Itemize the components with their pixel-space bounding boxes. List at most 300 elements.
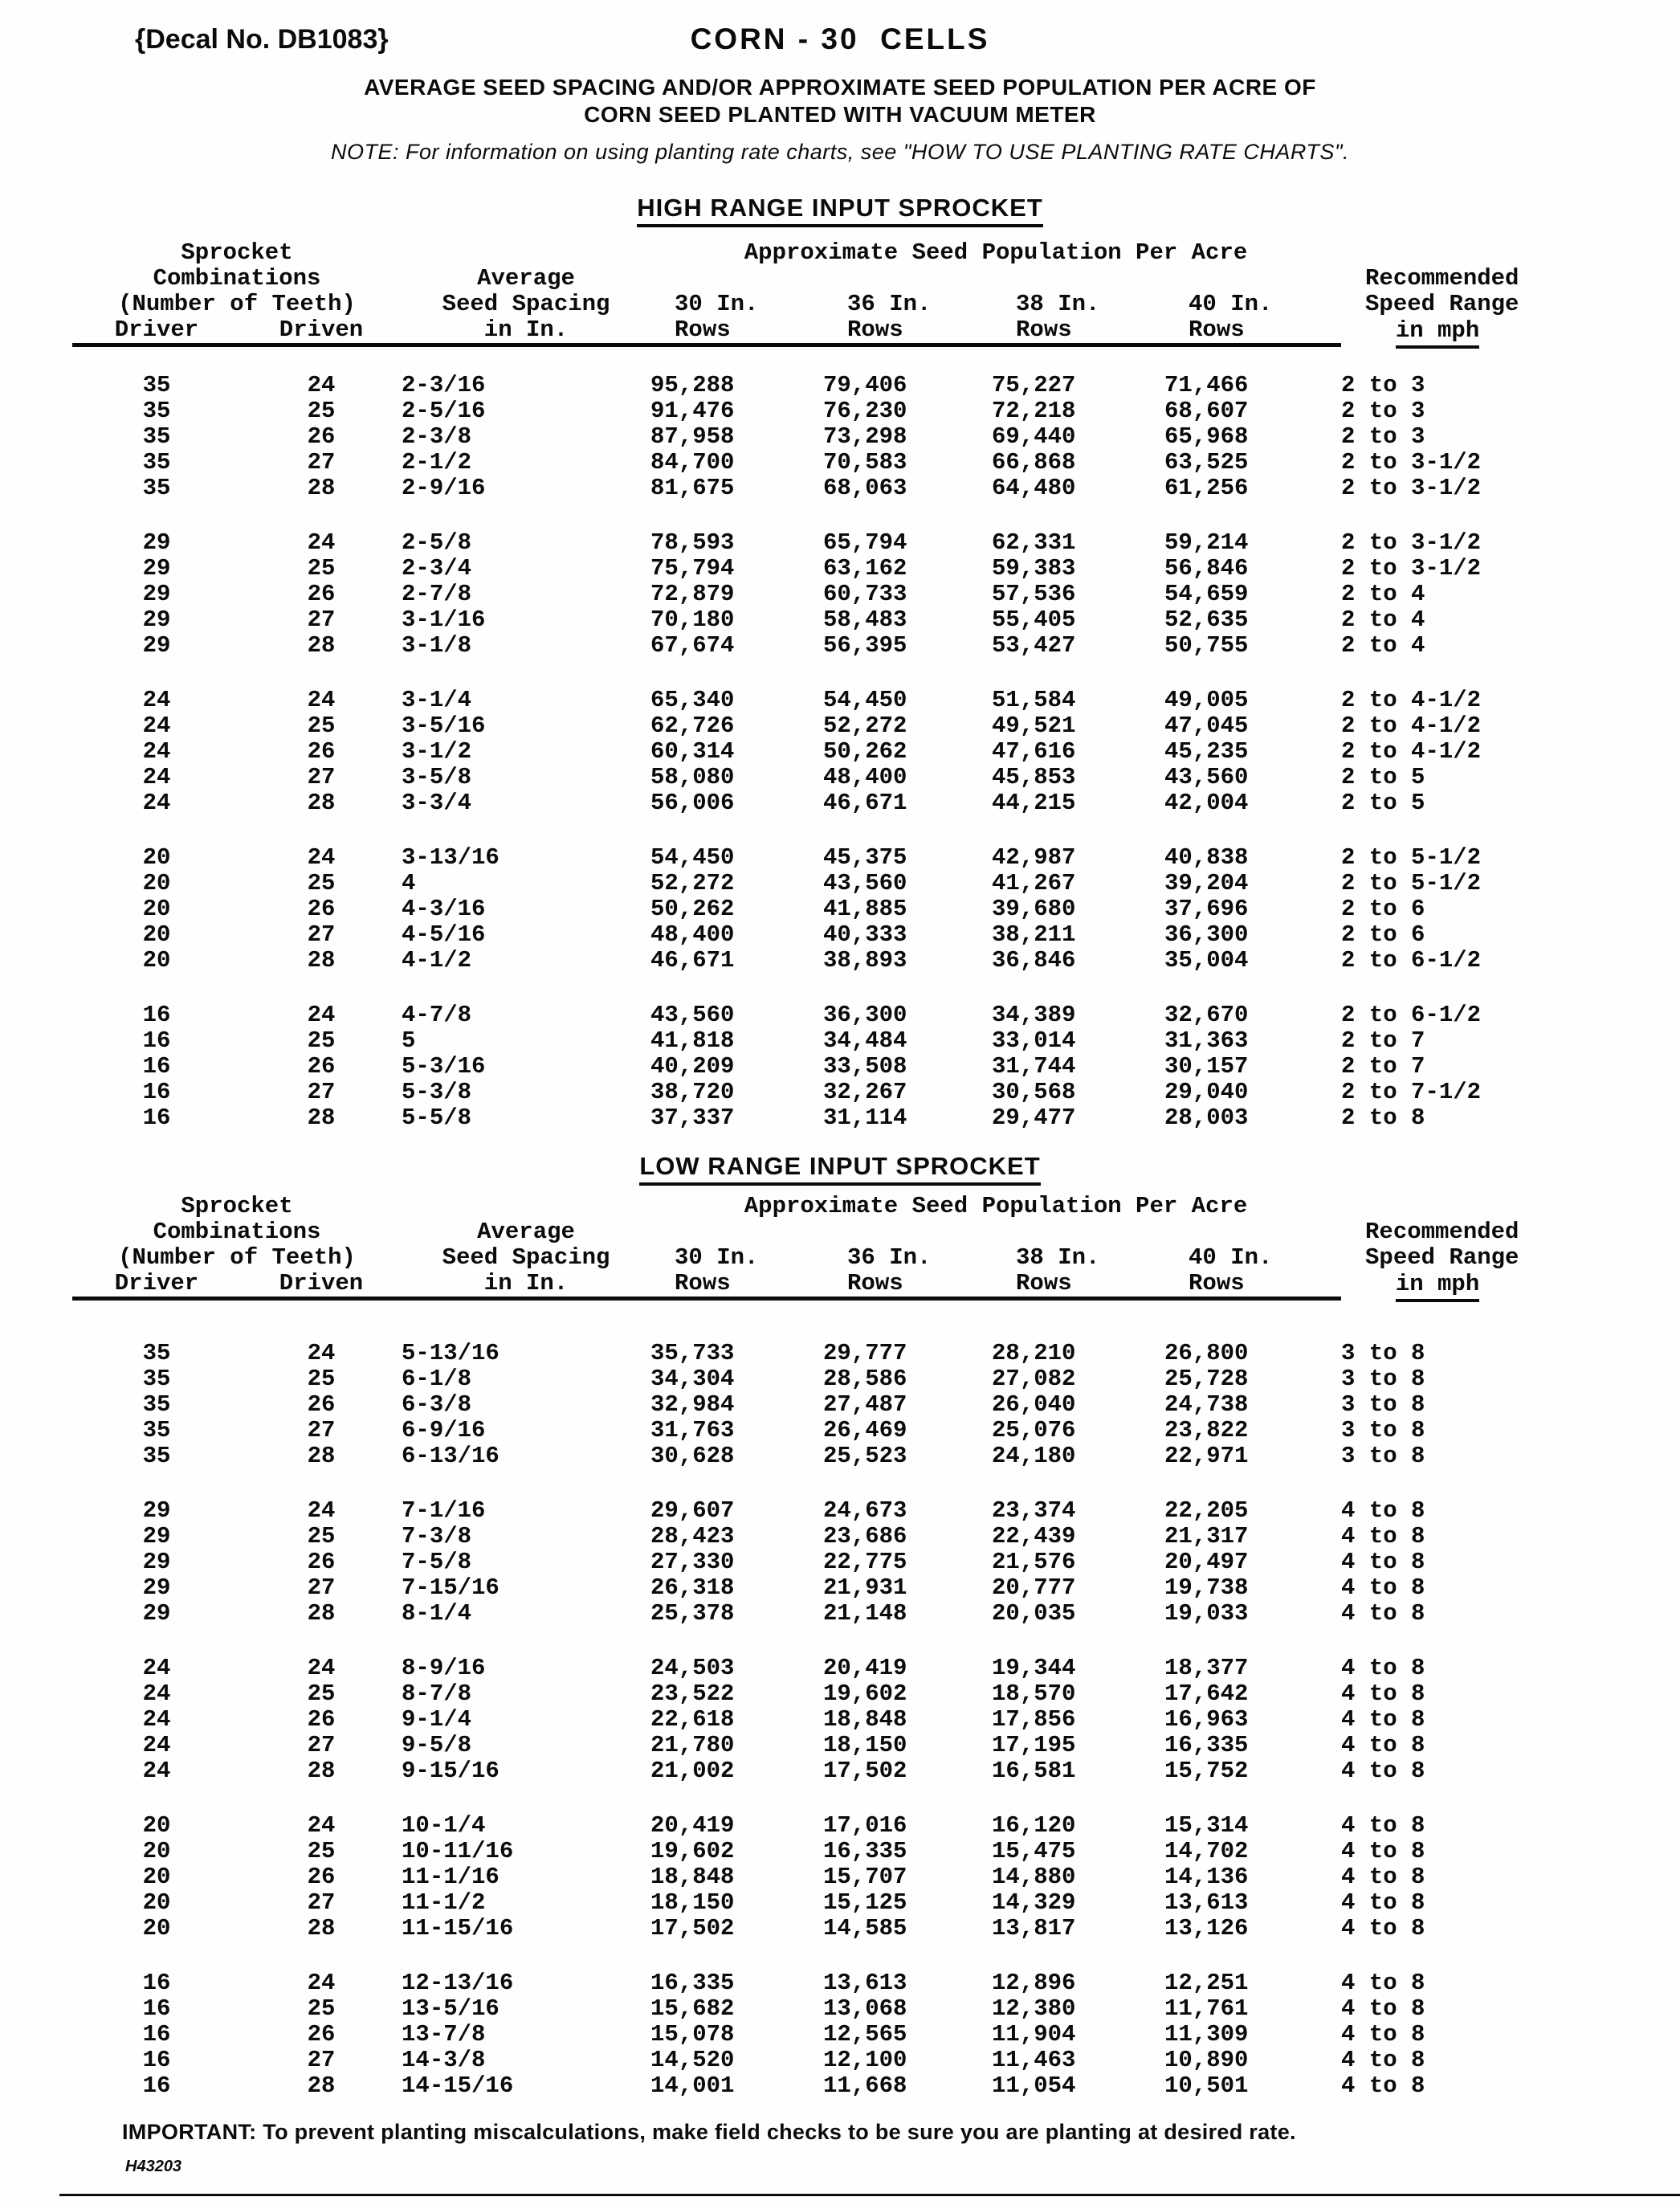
col-header-in-mph (1341, 1271, 1534, 1299)
driver-teeth: 16 (142, 1105, 171, 1131)
pop-30in-rows: 52,272 (650, 870, 735, 896)
pop-38in-rows: 17,856 (992, 1705, 1076, 1733)
seed-spacing: 4-7/8 (402, 1002, 472, 1028)
pop-38in-rows: 14,329 (992, 1889, 1076, 1916)
driver-teeth: 24 (142, 1757, 171, 1784)
driver-teeth: 35 (142, 449, 171, 476)
seed-spacing: 3-13/16 (402, 844, 500, 871)
seed-spacing: 5-3/16 (402, 1053, 486, 1080)
pop-38in-rows: 30,568 (992, 1079, 1076, 1105)
table-row (72, 1080, 1534, 1105)
section-title-low-range-text: LOW RANGE INPUT SPROCKET (639, 1152, 1040, 1186)
pop-30in-rows: 35,733 (650, 1339, 735, 1366)
col-header-in-mph-text: in mph (1396, 1271, 1479, 1302)
col-header-driver: Driver (72, 1271, 241, 1299)
table-row (72, 1418, 1534, 1444)
driver-teeth: 35 (142, 1365, 171, 1392)
speed-range: 4 to 8 (1341, 2020, 1425, 2048)
high-range-table (72, 240, 1534, 1131)
col-header-recommended: Recommended (1365, 1219, 1519, 1245)
driven-teeth: 25 (307, 1522, 336, 1550)
form-number: H43203 (125, 2157, 182, 2175)
driver-teeth: 24 (142, 790, 171, 816)
seed-spacing: 6-9/16 (402, 1416, 486, 1444)
driver-teeth: 20 (142, 947, 171, 974)
pop-40in-rows: 32,670 (1164, 1002, 1249, 1028)
pop-40in-rows: 42,004 (1164, 790, 1249, 816)
col-header-seed-spacing: Seed Spacing (442, 1244, 610, 1271)
driver-teeth: 35 (142, 475, 171, 501)
col-header-36in: 36 In. (847, 1244, 932, 1271)
group-spacer (72, 1299, 1534, 1341)
pop-40in-rows: 10,890 (1164, 2046, 1249, 2073)
col-header-speed-range: Speed Range (1365, 291, 1519, 317)
pop-40in-rows: 36,300 (1164, 921, 1249, 948)
pop-36in-rows: 68,063 (823, 475, 907, 501)
table-row (72, 2048, 1534, 2073)
seed-spacing: 2-3/8 (402, 423, 472, 450)
spacer-cell (72, 1299, 1534, 1341)
driver-teeth: 16 (142, 1002, 171, 1028)
table-row (72, 633, 1534, 659)
pop-36in-rows: 32,267 (823, 1079, 907, 1105)
seed-spacing: 2-5/16 (402, 398, 486, 424)
group-spacer (72, 659, 1534, 688)
pop-38in-rows: 59,383 (992, 555, 1076, 582)
pop-36in-rows: 11,668 (823, 2072, 907, 2099)
speed-range: 2 to 7 (1341, 1027, 1425, 1054)
seed-spacing: 2-3/16 (402, 372, 486, 398)
driven-teeth: 28 (307, 1914, 336, 1942)
pop-40in-rows: 12,251 (1164, 1969, 1249, 1996)
pop-38in-rows: 27,082 (992, 1365, 1076, 1392)
pop-38in-rows: 16,581 (992, 1757, 1076, 1784)
col-header-recommended: Recommended (1365, 265, 1519, 292)
pop-40in-rows: 49,005 (1164, 687, 1249, 713)
pop-30in-rows: 18,150 (650, 1889, 735, 1916)
driven-teeth: 26 (307, 423, 336, 450)
pop-40in-rows: 16,963 (1164, 1705, 1249, 1733)
pop-38in-rows: 41,267 (992, 870, 1076, 896)
pop-30in-rows: 17,502 (650, 1914, 735, 1942)
pop-30in-rows: 15,682 (650, 1995, 735, 2022)
pop-40in-rows: 10,501 (1164, 2072, 1249, 2099)
driver-teeth: 35 (142, 1442, 171, 1469)
speed-range: 3 to 8 (1341, 1390, 1425, 1418)
seed-spacing: 3-5/8 (402, 764, 472, 790)
pop-40in-rows: 40,838 (1164, 844, 1249, 871)
pop-30in-rows: 27,330 (650, 1548, 735, 1575)
speed-range: 2 to 4 (1341, 632, 1425, 659)
spacer-cell (72, 1627, 1534, 1656)
pop-40in-rows: 43,560 (1164, 764, 1249, 790)
driven-teeth: 27 (307, 1416, 336, 1444)
pop-40in-rows: 19,738 (1164, 1574, 1249, 1601)
speed-range: 4 to 8 (1341, 1548, 1425, 1575)
speed-range: 4 to 8 (1341, 1497, 1425, 1524)
pop-38in-rows: 12,896 (992, 1969, 1076, 1996)
driven-teeth: 27 (307, 1731, 336, 1758)
pop-38in-rows: 36,846 (992, 947, 1076, 974)
pop-38in-rows: 20,035 (992, 1599, 1076, 1627)
speed-range: 2 to 3 (1341, 398, 1425, 424)
driven-teeth: 24 (307, 1654, 336, 1681)
pop-30in-rows: 31,763 (650, 1416, 735, 1444)
pop-30in-rows: 29,607 (650, 1497, 735, 1524)
driver-teeth: 24 (142, 1731, 171, 1758)
seed-spacing: 14-3/8 (402, 2046, 486, 2073)
seed-spacing: 2-1/2 (402, 449, 472, 476)
chart-subtitle-line1: AVERAGE SEED SPACING AND/OR APPROXIMATE SEED POPULATION PER ACRE OF (364, 75, 1316, 100)
col-header-combinations: Combinations (153, 1219, 321, 1245)
pop-38in-rows: 19,344 (992, 1654, 1076, 1681)
seed-spacing: 5-5/8 (402, 1105, 472, 1131)
spacer-cell (650, 266, 1341, 292)
speed-range: 4 to 8 (1341, 1680, 1425, 1707)
pop-36in-rows: 38,893 (823, 947, 907, 974)
driver-teeth: 20 (142, 896, 171, 922)
pop-38in-rows: 21,576 (992, 1548, 1076, 1575)
seed-spacing: 12-13/16 (402, 1969, 514, 1996)
speed-range: 4 to 8 (1341, 1574, 1425, 1601)
driver-teeth: 16 (142, 2072, 171, 2099)
pop-40in-rows: 29,040 (1164, 1079, 1249, 1105)
table-row (72, 1105, 1534, 1131)
group-spacer (72, 501, 1534, 530)
pop-38in-rows: 25,076 (992, 1416, 1076, 1444)
speed-range: 2 to 3-1/2 (1341, 449, 1482, 476)
pop-30in-rows: 60,314 (650, 738, 735, 765)
pop-30in-rows: 18,848 (650, 1863, 735, 1890)
pop-36in-rows: 79,406 (823, 372, 907, 398)
pop-36in-rows: 12,565 (823, 2020, 907, 2048)
table-row (72, 1550, 1534, 1575)
col-header-number-of-teeth: (Number of Teeth) (118, 291, 356, 317)
table-row (72, 1366, 1534, 1392)
pop-40in-rows: 54,659 (1164, 581, 1249, 607)
pop-40in-rows: 28,003 (1164, 1105, 1249, 1131)
speed-range: 2 to 3 (1341, 423, 1425, 450)
pop-30in-rows: 70,180 (650, 606, 735, 633)
driver-teeth: 24 (142, 1680, 171, 1707)
col-header-rows-38: Rows (992, 1271, 1164, 1299)
pop-38in-rows: 12,380 (992, 1995, 1076, 2022)
pop-40in-rows: 14,136 (1164, 1863, 1249, 1890)
pop-30in-rows: 84,700 (650, 449, 735, 476)
low-range-table (72, 1194, 1534, 2099)
pop-30in-rows: 34,304 (650, 1365, 735, 1392)
driven-teeth: 27 (307, 449, 336, 476)
seed-spacing: 4-5/16 (402, 921, 486, 948)
driven-teeth: 28 (307, 1757, 336, 1784)
pop-40in-rows: 14,702 (1164, 1837, 1249, 1864)
pop-36in-rows: 28,586 (823, 1365, 907, 1392)
driver-teeth: 24 (142, 713, 171, 739)
driver-teeth: 29 (142, 555, 171, 582)
driver-teeth: 16 (142, 1995, 171, 2022)
pop-36in-rows: 21,931 (823, 1574, 907, 1601)
seed-spacing: 3-1/2 (402, 738, 472, 765)
pop-36in-rows: 24,673 (823, 1497, 907, 1524)
driven-teeth: 24 (307, 1339, 336, 1366)
driver-teeth: 29 (142, 606, 171, 633)
speed-range: 3 to 8 (1341, 1339, 1425, 1366)
driven-teeth: 25 (307, 1027, 336, 1054)
table-row (72, 790, 1534, 816)
table-row (72, 1681, 1534, 1707)
group-spacer (72, 1784, 1534, 1813)
driven-teeth: 27 (307, 1889, 336, 1916)
col-header-rows-40: Rows (1164, 317, 1341, 345)
pop-30in-rows: 41,818 (650, 1027, 735, 1054)
seed-spacing: 8-9/16 (402, 1654, 486, 1681)
pop-30in-rows: 56,006 (650, 790, 735, 816)
driven-teeth: 28 (307, 632, 336, 659)
col-header-driver: Driver (72, 317, 241, 345)
table-row (72, 424, 1534, 450)
spacer-cell (72, 1942, 1534, 1970)
speed-range: 4 to 8 (1341, 1731, 1425, 1758)
pop-30in-rows: 65,340 (650, 687, 735, 713)
pop-40in-rows: 68,607 (1164, 398, 1249, 424)
speed-range: 2 to 7 (1341, 1053, 1425, 1080)
seed-spacing: 3-1/16 (402, 606, 486, 633)
pop-38in-rows: 42,987 (992, 844, 1076, 871)
pop-30in-rows: 81,675 (650, 475, 735, 501)
pop-36in-rows: 12,100 (823, 2046, 907, 2073)
pop-40in-rows: 71,466 (1164, 372, 1249, 398)
spacer-cell (72, 974, 1534, 1002)
pop-40in-rows: 59,214 (1164, 529, 1249, 556)
seed-spacing: 13-5/16 (402, 1995, 500, 2022)
speed-range: 4 to 8 (1341, 1863, 1425, 1890)
pop-38in-rows: 20,777 (992, 1574, 1076, 1601)
table-row (72, 2022, 1534, 2048)
table-row (72, 1028, 1534, 1054)
group-spacer (72, 345, 1534, 374)
col-header-rows-36: Rows (823, 1271, 992, 1299)
group-spacer (72, 1469, 1534, 1498)
table-row (72, 896, 1534, 922)
driven-teeth: 28 (307, 475, 336, 501)
driver-teeth: 20 (142, 921, 171, 948)
pop-36in-rows: 18,848 (823, 1705, 907, 1733)
pop-40in-rows: 21,317 (1164, 1522, 1249, 1550)
speed-range: 4 to 8 (1341, 1522, 1425, 1550)
speed-range: 4 to 8 (1341, 1889, 1425, 1916)
table-row (72, 556, 1534, 582)
col-header-driven: Driven (241, 317, 402, 345)
pop-36in-rows: 40,333 (823, 921, 907, 948)
pop-40in-rows: 24,738 (1164, 1390, 1249, 1418)
seed-spacing: 5 (402, 1027, 416, 1054)
table-row (72, 1656, 1534, 1681)
seed-spacing: 6-13/16 (402, 1442, 500, 1469)
pop-38in-rows: 62,331 (992, 529, 1076, 556)
pop-36in-rows: 33,508 (823, 1053, 907, 1080)
pop-30in-rows: 16,335 (650, 1969, 735, 1996)
driver-teeth: 20 (142, 1811, 171, 1839)
driven-teeth: 26 (307, 1053, 336, 1080)
table-row (72, 948, 1534, 974)
seed-spacing: 8-7/8 (402, 1680, 472, 1707)
seed-spacing: 3-5/16 (402, 713, 486, 739)
pop-40in-rows: 23,822 (1164, 1416, 1249, 1444)
speed-range: 4 to 8 (1341, 2072, 1425, 2099)
col-header-sprocket: Sprocket (181, 239, 293, 266)
pop-38in-rows: 14,880 (992, 1863, 1076, 1890)
seed-spacing: 14-15/16 (402, 2072, 514, 2099)
spacer-cell (72, 1469, 1534, 1498)
seed-spacing: 10-11/16 (402, 1837, 514, 1864)
pop-36in-rows: 14,585 (823, 1914, 907, 1942)
seed-spacing: 7-5/8 (402, 1548, 472, 1575)
pop-38in-rows: 55,405 (992, 606, 1076, 633)
speed-range: 4 to 8 (1341, 1995, 1425, 2022)
driver-teeth: 35 (142, 423, 171, 450)
group-spacer (72, 974, 1534, 1002)
seed-spacing: 7-3/8 (402, 1522, 472, 1550)
pop-38in-rows: 49,521 (992, 713, 1076, 739)
pop-38in-rows: 28,210 (992, 1339, 1076, 1366)
pop-36in-rows: 13,068 (823, 1995, 907, 2022)
col-header-rows-36: Rows (823, 317, 992, 345)
pop-30in-rows: 67,674 (650, 632, 735, 659)
speed-range: 2 to 6 (1341, 921, 1425, 948)
pop-30in-rows: 28,423 (650, 1522, 735, 1550)
col-header-in-in: in In. (402, 1271, 650, 1299)
pop-38in-rows: 18,570 (992, 1680, 1076, 1707)
pop-30in-rows: 48,400 (650, 921, 735, 948)
seed-spacing: 11-15/16 (402, 1914, 514, 1942)
driven-teeth: 24 (307, 1969, 336, 1996)
speed-range: 4 to 8 (1341, 1705, 1425, 1733)
pop-36in-rows: 31,114 (823, 1105, 907, 1131)
pop-38in-rows: 51,584 (992, 687, 1076, 713)
seed-spacing: 8-1/4 (402, 1599, 472, 1627)
driver-teeth: 29 (142, 1548, 171, 1575)
pop-40in-rows: 39,204 (1164, 870, 1249, 896)
pop-30in-rows: 72,879 (650, 581, 735, 607)
col-header-rows-40: Rows (1164, 1271, 1341, 1299)
seed-spacing: 3-1/8 (402, 632, 472, 659)
pop-36in-rows: 34,484 (823, 1027, 907, 1054)
pop-36in-rows: 19,602 (823, 1680, 907, 1707)
pop-30in-rows: 30,628 (650, 1442, 735, 1469)
col-header-speed-range: Speed Range (1365, 1244, 1519, 1271)
pop-30in-rows: 19,602 (650, 1837, 735, 1864)
pop-40in-rows: 61,256 (1164, 475, 1249, 501)
pop-30in-rows: 43,560 (650, 1002, 735, 1028)
col-header-number-of-teeth: (Number of Teeth) (118, 1244, 356, 1271)
pop-40in-rows: 30,157 (1164, 1053, 1249, 1080)
pop-40in-rows: 16,335 (1164, 1731, 1249, 1758)
driven-teeth: 27 (307, 764, 336, 790)
driven-teeth: 27 (307, 1079, 336, 1105)
pop-38in-rows: 47,616 (992, 738, 1076, 765)
pop-30in-rows: 22,618 (650, 1705, 735, 1733)
driven-teeth: 27 (307, 1574, 336, 1601)
speed-range: 3 to 8 (1341, 1416, 1425, 1444)
pop-30in-rows: 75,794 (650, 555, 735, 582)
driven-teeth: 27 (307, 921, 336, 948)
speed-range: 4 to 8 (1341, 2046, 1425, 2073)
section-title-low-range (0, 1152, 1680, 1181)
pop-36in-rows: 48,400 (823, 764, 907, 790)
pop-38in-rows: 23,374 (992, 1497, 1076, 1524)
driven-teeth: 24 (307, 844, 336, 871)
seed-spacing: 7-15/16 (402, 1574, 500, 1601)
driven-teeth: 28 (307, 2072, 336, 2099)
driven-teeth: 25 (307, 1837, 336, 1864)
pop-38in-rows: 34,389 (992, 1002, 1076, 1028)
col-header-30in: 30 In. (675, 1244, 759, 1271)
driven-teeth: 28 (307, 790, 336, 816)
driven-teeth: 27 (307, 2046, 336, 2073)
spacer-cell (72, 345, 1534, 374)
pop-36in-rows: 15,707 (823, 1863, 907, 1890)
pop-36in-rows: 13,613 (823, 1969, 907, 1996)
pop-38in-rows: 44,215 (992, 790, 1076, 816)
seed-spacing: 11-1/16 (402, 1863, 500, 1890)
table-row (72, 476, 1534, 501)
pop-30in-rows: 62,726 (650, 713, 735, 739)
pop-36in-rows: 25,523 (823, 1442, 907, 1469)
pop-36in-rows: 16,335 (823, 1837, 907, 1864)
pop-30in-rows: 91,476 (650, 398, 735, 424)
table-row (72, 1839, 1534, 1864)
driven-teeth: 28 (307, 947, 336, 974)
seed-spacing: 9-5/8 (402, 1731, 472, 1758)
seed-spacing: 10-1/4 (402, 1811, 486, 1839)
driven-teeth: 26 (307, 896, 336, 922)
col-header-in-in: in In. (402, 317, 650, 345)
col-header-38in: 38 In. (1016, 1244, 1100, 1271)
driver-teeth: 35 (142, 1339, 171, 1366)
table-row (72, 1575, 1534, 1601)
table-row (72, 845, 1534, 871)
table-row (72, 450, 1534, 476)
pop-36in-rows: 27,487 (823, 1390, 907, 1418)
speed-range: 2 to 6-1/2 (1341, 1002, 1482, 1028)
col-header-population: Approximate Seed Population Per Acre (744, 1193, 1248, 1219)
table-row (72, 765, 1534, 790)
pop-36in-rows: 22,775 (823, 1548, 907, 1575)
seed-spacing: 6-3/8 (402, 1390, 472, 1418)
pop-40in-rows: 35,004 (1164, 947, 1249, 974)
spacer-cell (1341, 240, 1534, 266)
driver-teeth: 29 (142, 1522, 171, 1550)
pop-40in-rows: 13,126 (1164, 1914, 1249, 1942)
chart-subtitle (0, 0, 1680, 129)
spacer-cell (402, 240, 650, 266)
table-row (72, 739, 1534, 765)
pop-36in-rows: 73,298 (823, 423, 907, 450)
table-row (72, 1916, 1534, 1942)
driven-teeth: 26 (307, 1390, 336, 1418)
pop-36in-rows: 52,272 (823, 713, 907, 739)
speed-range: 4 to 8 (1341, 1757, 1425, 1784)
table-row (72, 1444, 1534, 1469)
driven-teeth: 28 (307, 1105, 336, 1131)
driven-teeth: 26 (307, 1705, 336, 1733)
decal-number: {Decal No. DB1083} (135, 24, 389, 55)
driven-teeth: 24 (307, 1002, 336, 1028)
pop-40in-rows: 25,728 (1164, 1365, 1249, 1392)
seed-spacing: 3-1/4 (402, 687, 472, 713)
pop-38in-rows: 72,218 (992, 398, 1076, 424)
col-header-rows-30: Rows (650, 317, 823, 345)
